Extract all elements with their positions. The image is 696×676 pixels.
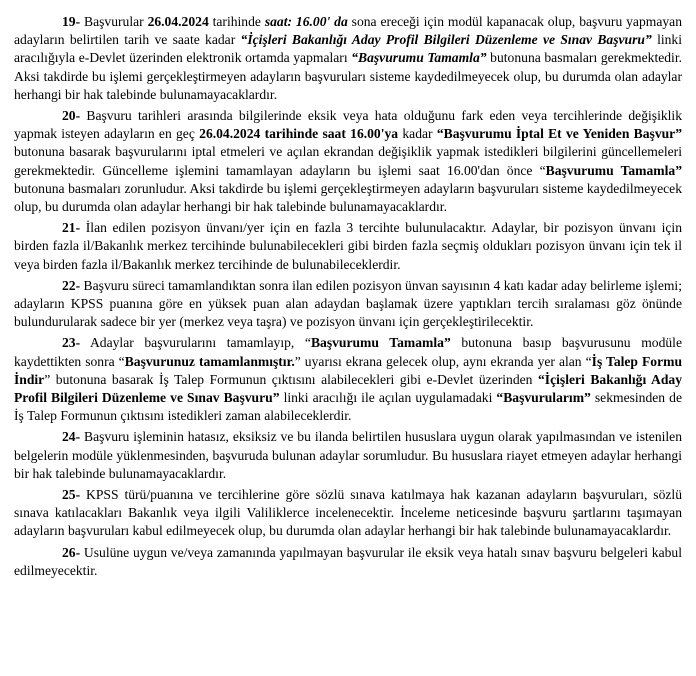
- emphasis-run: “İçişleri Bakanlığı Aday Profil Bilgileri Düzenleme ve Sınav Başvuru”: [14, 371, 683, 406]
- paragraph-19: [14, 13, 682, 104]
- emphasis-run: “Başvurumu İptal Et ve Yeniden Başvur”: [436, 126, 683, 142]
- paragraph-number: 24-: [62, 429, 81, 445]
- paragraph-number: 25-: [62, 487, 81, 503]
- text-run: kadar: [398, 126, 437, 142]
- text-run: KPSS türü/puanına ve tercihlerine göre sözlü sınava katılmaya hak kazanan adayların başvuruları, sözlü sınava katılacakları Bakanlık veya ilgili Valiliklerce incelenecektir. İnceleme neticesinde başvuru şartlarını taşımayan adayların başvuruları kabul edilmeyecek olup, bu durumda olan adaylar herhangi bir hak talebinde bulunamayacaklardır.: [14, 487, 682, 539]
- emphasis-run: “İçişleri Bakanlığı Aday Profil Bilgileri Düzenleme ve Sınav Başvuru”: [240, 32, 652, 48]
- text-run: ” uyarısı ekrana gelecek olup, aynı ekranda yer alan “: [294, 353, 592, 369]
- text-run: butonuna basıp başvurusunu modüle kaydettikten sonra “: [14, 335, 682, 369]
- paragraph-23: [14, 334, 682, 425]
- text-run: butonuna basmaları gerekmektedir. Aksi takdirde bu işlemi gerçekleştirmeyen adayların başvuruları sisteme kaydedilmeyecek olup, bu durumda olan adaylar herhangi bir hak talebinde bulunamayacaklardır.: [14, 50, 682, 102]
- text-run: Başvuru tarihleri arasında bilgilerinde eksik veya hata olduğunu fark eden veya tercihlerinde değişiklik yapmak isteyen adayların en geç: [14, 108, 682, 142]
- text-run: butonuna basarak başvurularını iptal etmeleri ve açılan ekrandan değişiklik yapmak istedikleri bilgilerini güncellemeleri gerekmektedir. Güncelleme işlemini tamamlayan adayların bu işlemi saat 16.00'dan önce “: [14, 144, 682, 178]
- paragraph-24: [14, 428, 682, 483]
- text-run: tarihinde: [208, 14, 265, 29]
- text-run: Başvuru işleminin hatasız, eksiksiz ve bu ilanda belirtilen hususlara uygun olarak yapılmasından ve istenilen belgelerin modüle yüklenmesinden, başvuruda bulunan adaylar sorumludur. Bu hususlara riayet etmeyen adaylar herhangi bir hak talebinde bulunamayacaklardır.: [14, 429, 682, 481]
- text-run: sona ereceği için modül kapanacak olup, başvuru yapmayan adayların belirtilen tarih ve saate kadar: [14, 14, 682, 48]
- paragraph-26: [14, 544, 682, 580]
- emphasis-run: 26.04.2024 tarihinde saat 16.00'ya: [199, 126, 399, 142]
- paragraph-number: 23-: [62, 335, 81, 351]
- text-run: Başvurular: [80, 14, 148, 29]
- paragraph-number: 19-: [62, 14, 81, 29]
- text-run: ” butonuna basarak İş Talep Formunun çıktısını alabilecekleri gibi e-Devlet üzerinden: [44, 371, 538, 387]
- emphasis-run: “Başvurumu Tamamla”: [351, 50, 487, 66]
- paragraph-21: [14, 219, 682, 274]
- text-run: İlan edilen pozisyon ünvanı/yer için en fazla 3 tercihte bulunulacaktır. Adaylar, bir pozisyon ünvanı için birden fazla il/Bakanlık merkez tercihinde bulunabilecekleri gibi birden fazla seçmiş oldukları pozisyon ünvanı için tek il veya birden fazla il/Bakanlık merkez tercihinde de bulunabileceklerdir.: [14, 220, 682, 272]
- paragraph-22: [14, 277, 682, 332]
- text-run: sekmesinden de İş Talep Formunun çıktısını istedikleri zaman alabileceklerdir.: [14, 390, 682, 424]
- emphasis-run: Başvurumu Tamamla”: [310, 335, 451, 351]
- emphasis-run: 26.04.2024: [147, 14, 209, 29]
- emphasis-run: “Başvurularım”: [496, 390, 591, 406]
- text-run: butonuna basmaları zorunludur. Aksi takdirde bu işlemi gerçekleştirmeyen adayların başvuruları sisteme kaydedilmeyecek olup, bu durumda olan adaylar herhangi bir hak talebinde bulunamayacaklardır.: [14, 180, 682, 215]
- emphasis-run: Başvurumu Tamamla”: [545, 162, 683, 178]
- paragraph-number: 22-: [62, 277, 81, 293]
- emphasis-run: Başvurunuz tamamlanmıştır.: [124, 353, 295, 369]
- emphasis-run: İş Talep Formu İndir: [14, 353, 683, 387]
- text-run: Usulüne uygun ve/veya zamanında yapılmayan başvurular ile eksik veya hatalı sınav başvuru belgeleri kabul edilmeyecektir.: [14, 544, 682, 578]
- text-run: Adaylar başvurularını tamamlayıp, “: [80, 335, 311, 351]
- paragraph-number: 26-: [62, 544, 81, 560]
- paragraph-number: 20-: [62, 108, 81, 124]
- text-run: linki aracılığı ile açılan uygulamadaki: [279, 390, 497, 406]
- text-run: linki aracılığıyla e-Devlet üzerinden elektronik ortamda yapmaları: [14, 32, 682, 66]
- text-run: Başvuru süreci tamamlandıktan sonra ilan edilen pozisyon ünvan sayısının 4 katı kadar aday belirleme işlemi; adayların KPSS puanına göre en yüksek puan alan adaydan başlamak üzere yaptıkları tercih sıralaması göz önünde bulundurularak sadece bir yer (merkez veya taşra) ve pozisyon ünvanı için gerçekleştirilecektir.: [14, 277, 682, 330]
- emphasis-run: saat: 16.00' da: [264, 14, 348, 29]
- paragraph-20: [14, 107, 682, 216]
- paragraph-25: [14, 486, 682, 541]
- paragraph-number: 21-: [62, 220, 81, 236]
